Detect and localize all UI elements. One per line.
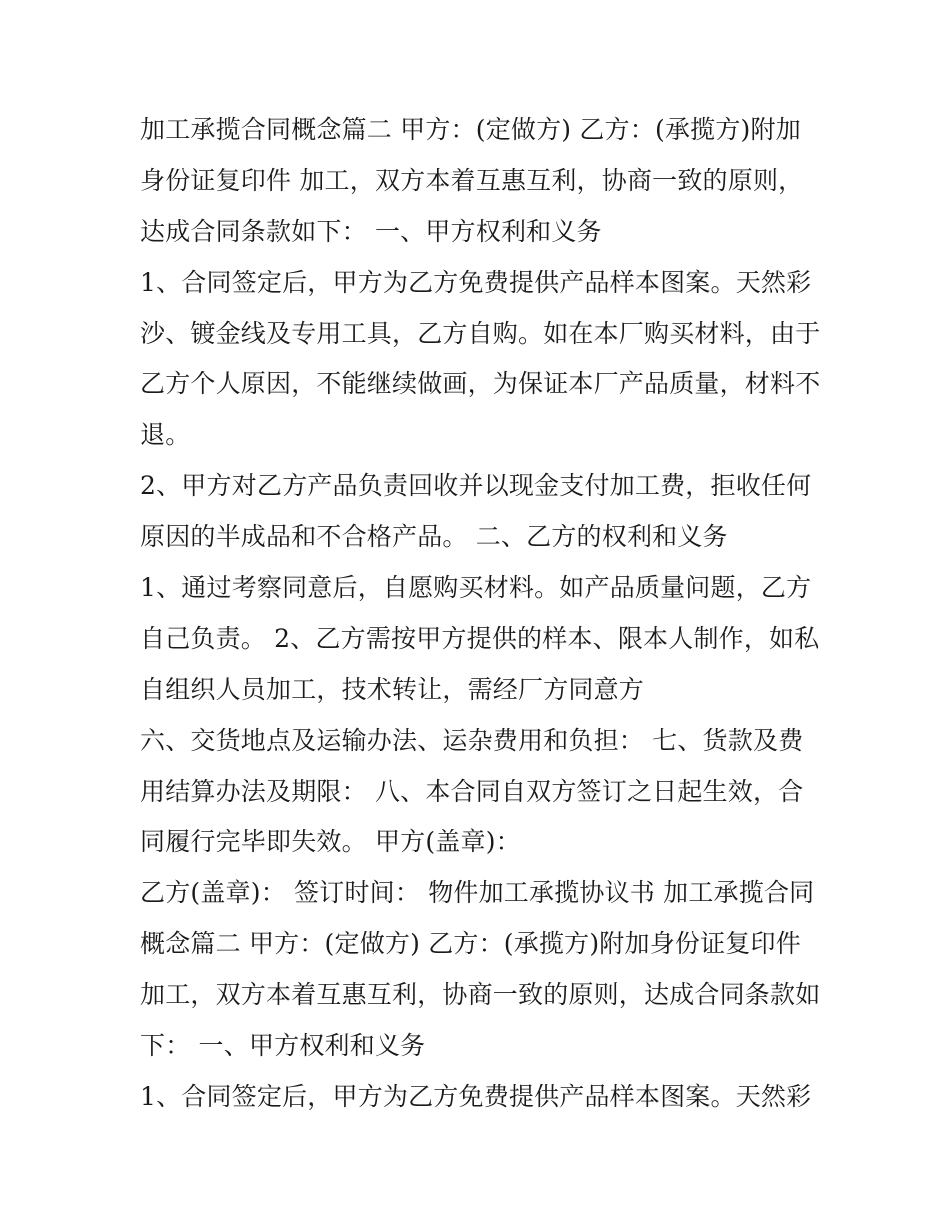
text-line: 自组织人员加工，技术转让，需经厂方同意方 [140,674,645,704]
text-line: 沙、镀金线及专用工具，乙方自购。如在本厂购买材料，由于 [140,318,821,348]
text-line: 自己负责。 2、乙方需按甲方提供的样本、限本人制作，如私 [140,623,820,653]
text-line: 1、合同签定后，甲方为乙方免费提供产品样本图案。天然彩 [140,267,812,297]
text-line: 原因的半成品和不合格产品。 二、乙方的权利和义务 [140,522,728,552]
text-line: 六、交货地点及运输办法、运杂费用和负担： 七、货款及费 [140,725,804,755]
text-line: 1、合同签定后，甲方为乙方免费提供产品样本图案。天然彩 [140,1081,812,1111]
text-line: 加工，双方本着互惠互利，协商一致的原则，达成合同条款如 [140,980,821,1010]
text-line: 下： 一、甲方权利和义务 [140,1031,426,1061]
text-line: 用结算办法及期限： 八、本合同自双方签订之日起生效，合 [140,776,804,806]
text-line: 2、甲方对乙方产品负责回收并以现金支付加工费，拒收任何 [140,471,812,501]
text-line: 退。 [140,420,191,450]
text-line: 乙方(盖章)： 签订时间： 物件加工承揽协议书 加工承揽合同 [140,878,815,908]
text-line: 乙方个人原因，不能继续做画，为保证本厂产品质量，材料不 [140,369,821,399]
text-line: 身份证复印件 加工，双方本着互惠互利，协商一致的原则， [140,165,804,195]
text-line: 加工承揽合同概念篇二 甲方：(定做方) 乙方：(承揽方)附加 [140,115,801,144]
document-body [140,105,820,1123]
text-line: 达成合同条款如下： 一、甲方权利和义务 [140,216,602,246]
text-line: 概念篇二 甲方：(定做方) 乙方：(承揽方)附加身份证复印件 [140,929,801,959]
text-line: 1、通过考察同意后，自愿购买材料。如产品质量问题，乙方 [140,573,812,603]
text-line: 同履行完毕即失效。 甲方(盖章)： [140,827,521,857]
